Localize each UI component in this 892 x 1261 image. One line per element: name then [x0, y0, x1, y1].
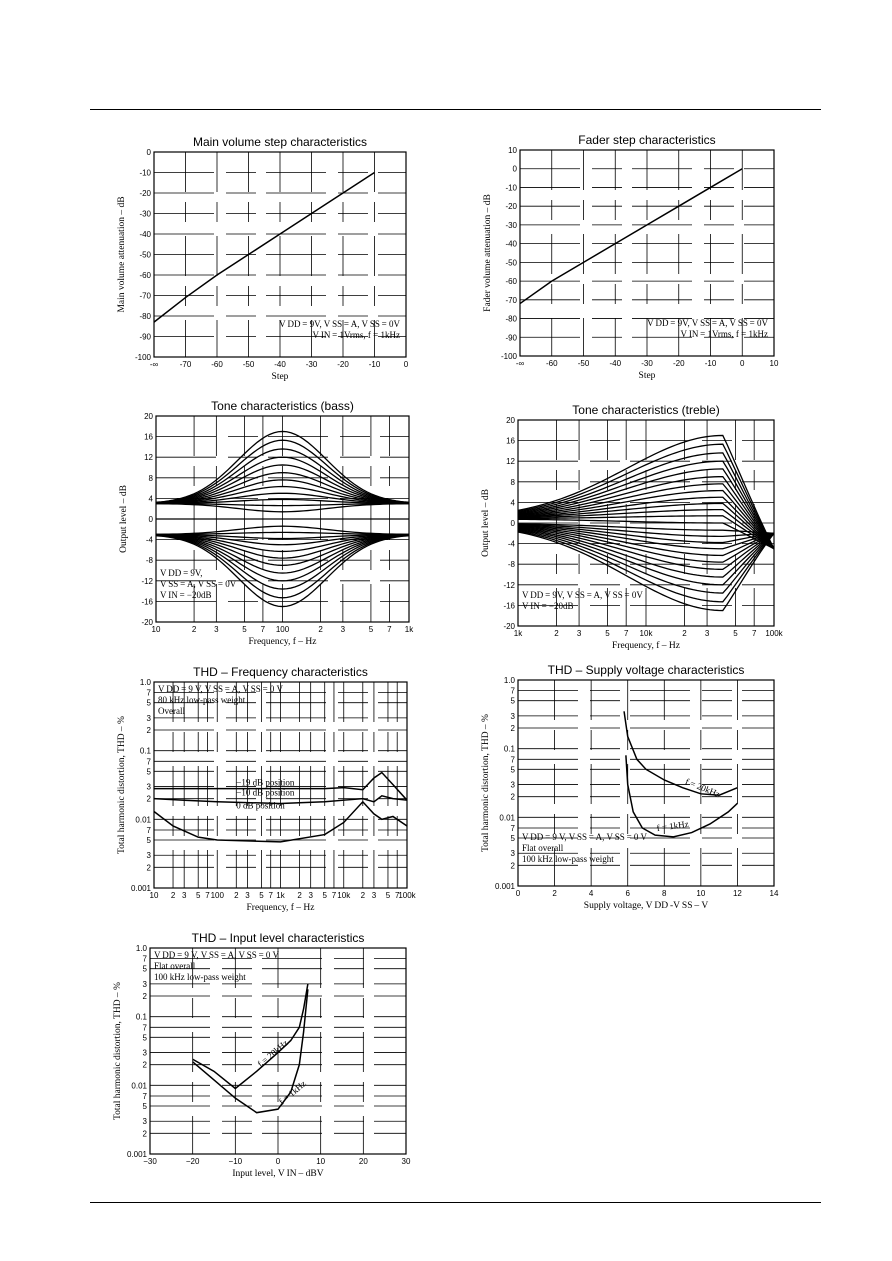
y-tick-label: -20	[505, 202, 517, 212]
y-tick-label: 20	[506, 416, 515, 425]
chart-annotation: V DD = 9V, V SS = A, V SS = 0V	[279, 319, 400, 329]
y-tick-label: 3	[146, 713, 151, 723]
y-axis-label: Main volume attenuation – dB	[117, 196, 127, 313]
x-tick-label: 5	[605, 629, 610, 638]
y-axis-label: Total harmonic distortion, THD – %	[481, 714, 491, 852]
chart-annotation: 100 kHz low-pass weight	[522, 854, 614, 864]
chart-annotation: 100 kHz low-pass weight	[154, 972, 246, 982]
x-axis-label: Step	[271, 372, 289, 382]
y-tick-label: 2	[142, 1129, 147, 1139]
x-tick-label: 10	[769, 359, 779, 368]
chart-annotation: Flat overall	[154, 961, 196, 971]
y-tick-label: -100	[500, 352, 517, 361]
x-tick-label: 0	[515, 889, 521, 898]
chart-annotation: V DD = 9 V, V SS = A, V SS = 0 V	[158, 684, 283, 694]
x-tick-label: 100k	[765, 629, 783, 638]
chart-annotation: V DD = 9 V, V SS = A, V SS = 0 V	[522, 832, 647, 842]
y-tick-label: -10	[139, 168, 151, 178]
x-tick-label: 4	[588, 889, 594, 898]
chart-main-volume	[110, 130, 420, 390]
x-tick-label: 10	[696, 889, 706, 898]
y-tick-label: 3	[510, 711, 515, 721]
x-tick-label: -20	[672, 359, 685, 368]
x-tick-label: 10k	[337, 891, 351, 900]
y-tick-label: -10	[505, 183, 517, 193]
y-axis-label: Fader volume attenuation – dB	[483, 194, 493, 312]
y-tick-label: 5	[142, 1102, 147, 1112]
chart-title: Tone characteristics (bass)	[211, 399, 354, 413]
y-tick-label: 0	[510, 519, 515, 528]
x-tick-label: 2	[360, 891, 366, 900]
x-tick-label: 7	[260, 625, 266, 634]
y-tick-label: 7	[146, 688, 151, 698]
y-tick-label: 5	[510, 834, 515, 844]
x-tick-label: 8	[662, 889, 667, 898]
y-tick-label: -70	[505, 295, 517, 305]
x-tick-label: 20	[358, 1157, 368, 1166]
y-tick-label: 16	[144, 432, 153, 442]
chart-annotation: V DD = 9V, V SS = A, V SS = 0V	[522, 590, 643, 600]
top-rule	[90, 109, 821, 110]
y-tick-label: 7	[142, 1091, 147, 1101]
x-tick-label: 2	[552, 889, 557, 898]
x-tick-label: 10k	[639, 629, 653, 638]
series-label: f = 20kHz	[683, 776, 722, 800]
y-tick-label: -16	[141, 597, 153, 607]
x-tick-label: 7	[205, 891, 210, 900]
y-tick-label: -30	[505, 220, 517, 230]
chart-annotation: V IN = −20dB	[160, 590, 212, 600]
x-axis-label: Frequency, f – Hz	[246, 903, 315, 913]
y-tick-label: 5	[142, 1033, 147, 1043]
y-tick-label: 0	[146, 148, 151, 157]
y-tick-label: -12	[503, 580, 515, 590]
chart-title: Main volume step characteristics	[192, 135, 368, 149]
y-tick-label: 3	[142, 1117, 147, 1127]
chart-title: THD – Supply voltage characteristics	[547, 663, 745, 677]
bottom-rule	[90, 1202, 821, 1203]
x-tick-label: -50	[577, 359, 590, 368]
x-tick-label: 2	[554, 629, 559, 638]
x-axis-label: Frequency, f – Hz	[612, 641, 680, 651]
x-tick-label: 7	[331, 891, 337, 900]
x-tick-label: -40	[609, 359, 622, 368]
x-tick-label: 1k	[513, 629, 523, 638]
x-tick-label: -∞	[149, 360, 159, 369]
x-tick-label: 2	[191, 625, 197, 634]
y-tick-label: 1.0	[503, 676, 515, 685]
x-tick-label: −20	[185, 1157, 200, 1166]
x-tick-label: 5	[733, 629, 738, 638]
x-tick-label: 1k	[404, 625, 414, 634]
x-tick-label: 100k	[398, 891, 416, 900]
x-tick-label: 0	[403, 360, 409, 369]
y-tick-label: -60	[505, 277, 517, 287]
y-tick-label: -20	[139, 189, 151, 198]
chart-thd-input	[110, 928, 420, 1180]
x-tick-label: 7	[751, 629, 757, 638]
x-tick-label: 7	[268, 891, 273, 900]
x-tick-label: 3	[308, 891, 313, 900]
y-tick-label: 0	[512, 164, 517, 174]
x-tick-label: 0	[740, 359, 745, 368]
series-label: −10 dB position	[236, 787, 295, 798]
y-tick-label: 2	[510, 861, 515, 871]
x-axis-label: Input level, V IN – dBV	[232, 1169, 324, 1179]
y-tick-label: -80	[505, 314, 517, 324]
y-tick-label: 3	[510, 780, 515, 790]
y-tick-label: 5	[146, 836, 151, 846]
y-tick-label: 3	[510, 849, 515, 859]
x-tick-label: -10	[368, 360, 381, 369]
y-tick-label: 5	[146, 767, 151, 777]
x-axis-label: Step	[638, 371, 656, 381]
y-tick-label: 5	[510, 696, 515, 706]
series-label: f = 1kHz	[656, 818, 690, 834]
y-tick-label: -4	[145, 535, 153, 545]
y-tick-label: 12	[506, 457, 515, 467]
y-tick-label: 0.01	[499, 813, 515, 823]
y-tick-label: 5	[142, 964, 147, 974]
y-tick-label: 2	[142, 1060, 147, 1070]
chart-annotation: V DD = 9V,	[160, 568, 203, 578]
series-label: −19 dB position	[236, 777, 295, 788]
x-tick-label: 5	[368, 625, 374, 634]
y-tick-label: 1.0	[139, 678, 151, 687]
y-tick-label: 3	[142, 1048, 147, 1058]
y-tick-label: 20	[144, 412, 153, 421]
y-tick-label: 10	[508, 146, 517, 155]
y-tick-label: -50	[505, 258, 517, 268]
chart-title: Fader step characteristics	[578, 133, 716, 147]
chart-annotation: V IN = 1Vrms, f = 1kHz	[680, 329, 768, 339]
series-label: f = 20kHz	[255, 1037, 290, 1069]
x-tick-label: 100	[275, 625, 290, 634]
chart-tone-treble	[480, 398, 790, 652]
y-tick-label: 0.001	[494, 882, 515, 891]
x-tick-label: 5	[242, 625, 247, 634]
y-tick-label: 4	[510, 498, 515, 508]
y-axis-label: Output level – dB	[481, 489, 491, 557]
y-tick-label: 0.001	[126, 1150, 147, 1159]
y-axis-label: Total harmonic distortion, THD – %	[113, 982, 123, 1120]
chart-title: THD – Input level characteristics	[191, 931, 365, 945]
x-tick-label: 1k	[276, 891, 285, 900]
x-tick-label: 0	[275, 1157, 281, 1166]
y-tick-label: 0.01	[135, 815, 151, 825]
y-tick-label: 0.1	[503, 744, 515, 754]
y-tick-label: 7	[146, 757, 151, 767]
x-axis-label: Supply voltage, V DD -V SS – V	[583, 901, 709, 911]
chart-title: Tone characteristics (treble)	[572, 403, 720, 417]
x-axis-label: Frequency, f – Hz	[248, 637, 317, 647]
x-tick-label: 6	[625, 889, 630, 898]
y-tick-label: -40	[139, 230, 151, 239]
series-label: 0 dB position	[236, 800, 285, 811]
y-tick-label: 2	[146, 725, 151, 735]
y-tick-label: 0.01	[131, 1081, 147, 1091]
y-tick-label: 2	[146, 863, 151, 873]
x-tick-label: −30	[143, 1157, 157, 1166]
x-tick-label: -30	[305, 360, 318, 369]
y-tick-label: 7	[510, 755, 515, 765]
y-tick-label: -4	[507, 539, 515, 549]
chart-annotation: 80 kHz low-pass weight	[158, 695, 246, 705]
y-tick-label: -90	[139, 332, 151, 342]
x-tick-label: 3	[214, 625, 219, 634]
x-tick-label: 7	[394, 891, 400, 900]
chart-thd-supply	[480, 658, 790, 916]
x-tick-label: 3	[245, 891, 250, 900]
x-tick-label: 3	[704, 629, 710, 638]
x-tick-label: -70	[179, 360, 192, 369]
y-tick-label: 7	[142, 1023, 147, 1033]
x-tick-label: -10	[704, 359, 717, 368]
series-label: f = 1kHz	[276, 1078, 308, 1107]
x-tick-label: -40	[274, 360, 286, 369]
chart-annotation: V IN = 1Vrms, f = 1kHz	[312, 330, 400, 340]
y-tick-label: 1.0	[135, 944, 147, 953]
chart-annotation: V IN = −20dB	[522, 601, 574, 611]
y-tick-label: 2	[146, 794, 151, 804]
y-tick-label: 7	[142, 954, 147, 964]
y-tick-label: 5	[510, 765, 515, 775]
x-tick-label: 2	[234, 891, 239, 900]
y-tick-label: -100	[134, 353, 151, 362]
chart-annotation: V DD = 9 V, V SS = A, V SS = 0 V	[154, 950, 279, 960]
x-tick-label: 10	[151, 625, 161, 634]
x-tick-label: 2	[318, 625, 323, 634]
y-tick-label: -20	[141, 618, 153, 627]
y-tick-label: 4	[148, 494, 153, 504]
y-axis-label: Output level – dB	[119, 485, 129, 553]
x-tick-label: 3	[181, 891, 187, 900]
x-tick-label: 5	[322, 891, 327, 900]
chart-tone-bass	[110, 396, 420, 650]
y-tick-label: 2	[510, 792, 515, 802]
chart-fader	[480, 128, 790, 390]
x-tick-label: 2	[297, 891, 302, 900]
x-tick-label: 7	[387, 625, 392, 634]
y-tick-label: 7	[510, 823, 515, 833]
x-tick-label: 3	[576, 629, 582, 638]
x-tick-label: 5	[259, 891, 264, 900]
x-tick-label: -60	[211, 360, 223, 369]
chart-annotation: Flat overall	[522, 843, 564, 853]
y-tick-label: 3	[146, 782, 151, 792]
chart-title: THD – Frequency characteristics	[193, 665, 368, 679]
x-tick-label: 3	[340, 625, 346, 634]
x-tick-label: 10	[316, 1157, 326, 1166]
y-tick-label: -40	[505, 239, 517, 249]
y-tick-label: 0.1	[135, 1012, 147, 1022]
x-tick-label: −10	[228, 1157, 243, 1166]
y-tick-label: -12	[141, 576, 153, 586]
x-tick-label: 12	[732, 889, 742, 898]
y-tick-label: 8	[510, 477, 515, 487]
x-tick-label: 2	[170, 891, 176, 900]
chart-annotation: V DD = 9V, V SS = A, V SS = 0V	[647, 318, 768, 328]
y-tick-label: 7	[510, 686, 515, 696]
y-tick-label: 0.1	[139, 746, 151, 756]
y-axis-label: Total harmonic distortion, THD – %	[117, 716, 127, 854]
y-tick-label: -90	[505, 333, 517, 343]
y-tick-label: 7	[146, 825, 151, 835]
y-tick-label: 12	[144, 453, 153, 463]
chart-annotation: Overall	[158, 706, 185, 716]
x-tick-label: 3	[371, 891, 377, 900]
y-tick-label: 3	[142, 979, 147, 989]
x-tick-label: -30	[641, 359, 653, 368]
x-tick-label: -20	[337, 360, 349, 369]
y-tick-label: 8	[148, 473, 153, 483]
y-tick-label: 2	[510, 723, 515, 733]
x-tick-label: -∞	[515, 359, 525, 368]
x-tick-label: 5	[195, 891, 201, 900]
y-tick-label: -50	[139, 250, 151, 260]
x-tick-label: 30	[401, 1157, 411, 1166]
x-tick-label: 14	[769, 889, 779, 898]
x-tick-label: 10	[149, 891, 159, 900]
y-tick-label: -8	[507, 560, 515, 570]
x-tick-label: 100	[210, 891, 224, 900]
y-tick-label: -80	[139, 312, 151, 321]
x-tick-label: 5	[385, 891, 391, 900]
y-tick-label: -8	[145, 556, 153, 566]
x-tick-label: 2	[682, 629, 687, 638]
y-tick-label: 5	[146, 698, 151, 708]
y-tick-label: 16	[506, 436, 515, 446]
y-tick-label: -30	[139, 209, 151, 219]
x-tick-label: -50	[242, 360, 255, 369]
y-tick-label: -70	[139, 291, 151, 301]
chart-thd-frequency	[110, 660, 420, 916]
y-tick-label: 3	[146, 851, 151, 861]
x-tick-label: -60	[545, 359, 558, 368]
y-tick-label: -20	[503, 622, 515, 631]
y-tick-label: -16	[503, 601, 515, 611]
y-tick-label: 2	[142, 991, 147, 1001]
x-tick-label: 7	[623, 629, 629, 638]
y-tick-label: -60	[139, 271, 151, 280]
y-tick-label: 0.001	[130, 884, 151, 893]
y-tick-label: 0	[148, 515, 153, 524]
chart-annotation: V SS = A, V SS = 0V	[160, 579, 237, 589]
